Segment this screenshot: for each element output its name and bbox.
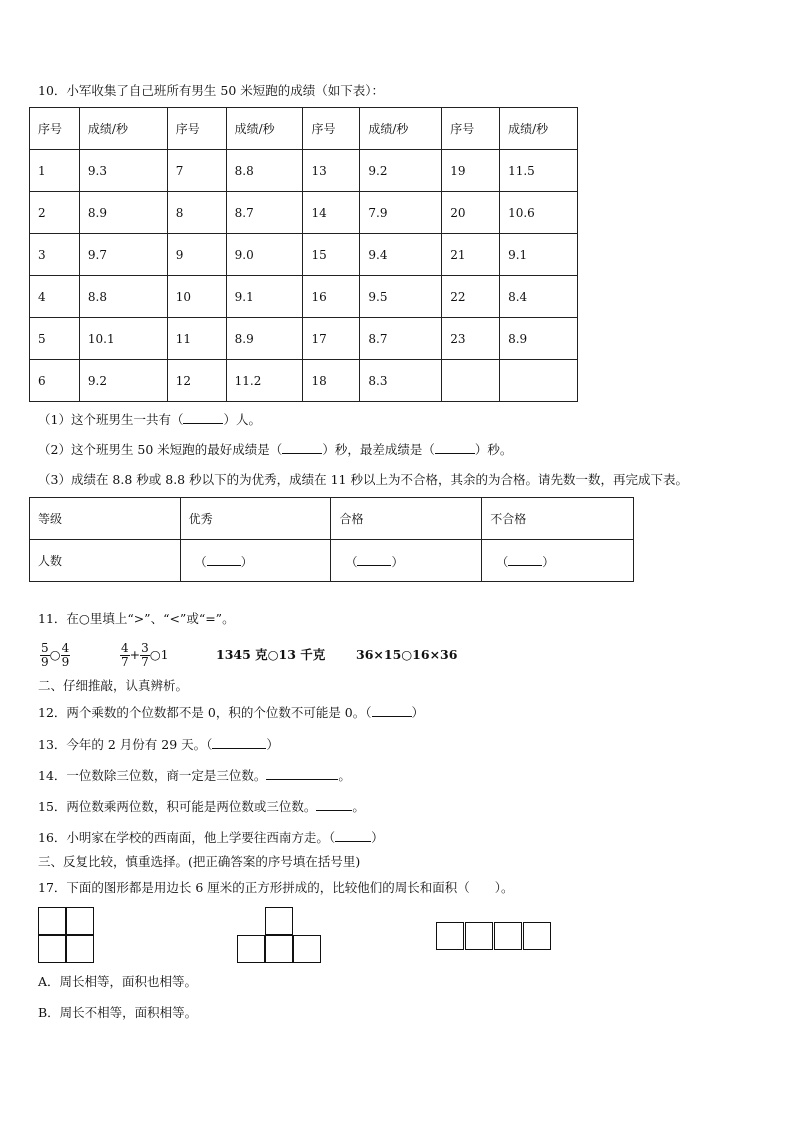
count-cell[interactable]: （ ） [180, 540, 331, 582]
compare-item-4[interactable]: 36×15○16×36 [356, 647, 458, 662]
time-cell: 8.4 [500, 276, 578, 318]
time-cell: 11.5 [500, 150, 578, 192]
section-2-heading: 二、仔细推敲，认真辨析。 [38, 678, 189, 693]
answer-blank[interactable] [372, 703, 412, 717]
time-cell: 8.7 [360, 318, 442, 360]
answer-blank[interactable] [316, 797, 352, 811]
time-cell: 8.8 [226, 150, 303, 192]
time-cell: 9.0 [226, 234, 303, 276]
shape-t-squares [237, 907, 323, 965]
q17-stem: 17．下面的图形都是用边长 6 厘米的正方形拼成的，比较他们的周长和面积（ ）。 [38, 880, 514, 895]
time-cell: 9.1 [500, 234, 578, 276]
grade-row-label: 等级 [30, 498, 181, 540]
serial-number-cell: 6 [30, 360, 80, 402]
compare-circle[interactable]: ○ [49, 647, 61, 662]
table-header-cell: 序号 [442, 108, 500, 150]
answer-blank[interactable] [266, 766, 338, 780]
q10-sub3: （3）成绩在 8.8 秒或 8.8 秒以下的为优秀，成绩在 11 秒以上为不合格，其余的为合格。请先数一数，再完成下表。 [38, 472, 688, 487]
serial-number-cell: 13 [303, 150, 360, 192]
shape-row-squares [436, 922, 551, 951]
table-header-cell: 序号 [167, 108, 226, 150]
table-row [30, 318, 578, 360]
compare-item-1: $\frac{5}{9}$ ○ $\frac{4}{9}$ [41, 641, 70, 669]
answer-blank[interactable] [183, 410, 223, 424]
answer-blank[interactable] [212, 735, 266, 749]
option-b[interactable]: B．周长不相等，面积相等。 [38, 1005, 198, 1020]
serial-number-cell: 4 [30, 276, 80, 318]
answer-blank[interactable] [435, 440, 475, 454]
time-cell: 11.2 [226, 360, 303, 402]
serial-number-cell: 23 [442, 318, 500, 360]
grade-level: 合格 [331, 498, 482, 540]
serial-number-cell: 5 [30, 318, 80, 360]
serial-number-cell: 19 [442, 150, 500, 192]
time-cell: 9.2 [360, 150, 442, 192]
serial-number-cell: 22 [442, 276, 500, 318]
q11-stem: 11．在○里填上“>”、“<”或“=”。 [38, 611, 235, 626]
table-row [30, 234, 578, 276]
serial-number-cell: 10 [167, 276, 226, 318]
time-cell: 9.2 [79, 360, 167, 402]
table-header-cell: 成绩/秒 [226, 108, 303, 150]
answer-blank[interactable] [282, 440, 322, 454]
count-cell[interactable]: （ ） [331, 540, 482, 582]
time-cell: 8.9 [226, 318, 303, 360]
q15: 15．两位数乘两位数，积可能是两位数或三位数。 。 [38, 799, 365, 814]
q10-sub1: （1）这个班男生一共有（ ）人。 [38, 412, 261, 427]
q13: 13．今年的 2 月份有 29 天。（ ） [38, 737, 279, 752]
time-cell: 10.6 [500, 192, 578, 234]
grade-level: 不合格 [482, 498, 634, 540]
serial-number-cell: 11 [167, 318, 226, 360]
time-cell: 9.3 [79, 150, 167, 192]
serial-number-cell: 8 [167, 192, 226, 234]
time-cell: 9.5 [360, 276, 442, 318]
serial-number-cell: 16 [303, 276, 360, 318]
sprint-results-table [29, 107, 578, 402]
time-cell [500, 360, 578, 402]
serial-number-cell: 15 [303, 234, 360, 276]
serial-number-cell: 9 [167, 234, 226, 276]
serial-number-cell: 2 [30, 192, 80, 234]
time-cell: 7.9 [360, 192, 442, 234]
table-row [30, 192, 578, 234]
table-row [30, 276, 578, 318]
q14: 14．一位数除三位数，商一定是三位数。 。 [38, 768, 351, 783]
table-header-cell: 成绩/秒 [79, 108, 167, 150]
time-cell: 9.7 [79, 234, 167, 276]
q10-sub2: （2）这个班男生 50 米短跑的最好成绩是（ ）秒，最差成绩是（ ）秒。 [38, 442, 513, 457]
section-3-heading: 三、反复比较，慎重选择。(把正确答案的序号填在括号里) [38, 854, 361, 869]
q12: 12．两个乘数的个位数都不是 0，积的个位数不可能是 0。（ ） [38, 705, 425, 720]
serial-number-cell: 1 [30, 150, 80, 192]
option-a[interactable]: A．周长相等，面积也相等。 [38, 974, 198, 989]
compare-item-2: $\frac{4}{7}$ + $\frac{3}{7}$ ○1 [121, 641, 169, 669]
table-header-row [30, 108, 578, 150]
serial-number-cell: 18 [303, 360, 360, 402]
count-row-label: 人数 [30, 540, 181, 582]
serial-number-cell: 7 [167, 150, 226, 192]
answer-blank[interactable] [335, 828, 371, 842]
serial-number-cell: 3 [30, 234, 80, 276]
table-row [30, 360, 578, 402]
compare-circle[interactable]: ○1 [149, 647, 169, 662]
grade-level: 优秀 [180, 498, 331, 540]
time-cell: 8.9 [79, 192, 167, 234]
table-header-cell: 成绩/秒 [500, 108, 578, 150]
q10-stem: 10．小军收集了自己班所有男生 50 米短跑的成绩（如下表）： [38, 83, 385, 98]
time-cell: 10.1 [79, 318, 167, 360]
serial-number-cell [442, 360, 500, 402]
time-cell: 8.3 [360, 360, 442, 402]
count-cell[interactable]: （ ） [482, 540, 634, 582]
serial-number-cell: 17 [303, 318, 360, 360]
time-cell: 8.7 [226, 192, 303, 234]
table-header-cell: 序号 [30, 108, 80, 150]
time-cell: 9.1 [226, 276, 303, 318]
table-header-cell: 成绩/秒 [360, 108, 442, 150]
compare-item-3[interactable]: 1345 克○13 千克 [216, 647, 326, 662]
serial-number-cell: 21 [442, 234, 500, 276]
table-row [30, 150, 578, 192]
time-cell: 8.8 [79, 276, 167, 318]
time-cell: 9.4 [360, 234, 442, 276]
q16: 16．小明家在学校的西南面，他上学要往西南方走。（ ） [38, 830, 384, 845]
shape-2x2-squares [38, 907, 96, 965]
grade-count-table [29, 497, 634, 582]
table-header-cell: 序号 [303, 108, 360, 150]
serial-number-cell: 12 [167, 360, 226, 402]
serial-number-cell: 20 [442, 192, 500, 234]
time-cell: 8.9 [500, 318, 578, 360]
serial-number-cell: 14 [303, 192, 360, 234]
